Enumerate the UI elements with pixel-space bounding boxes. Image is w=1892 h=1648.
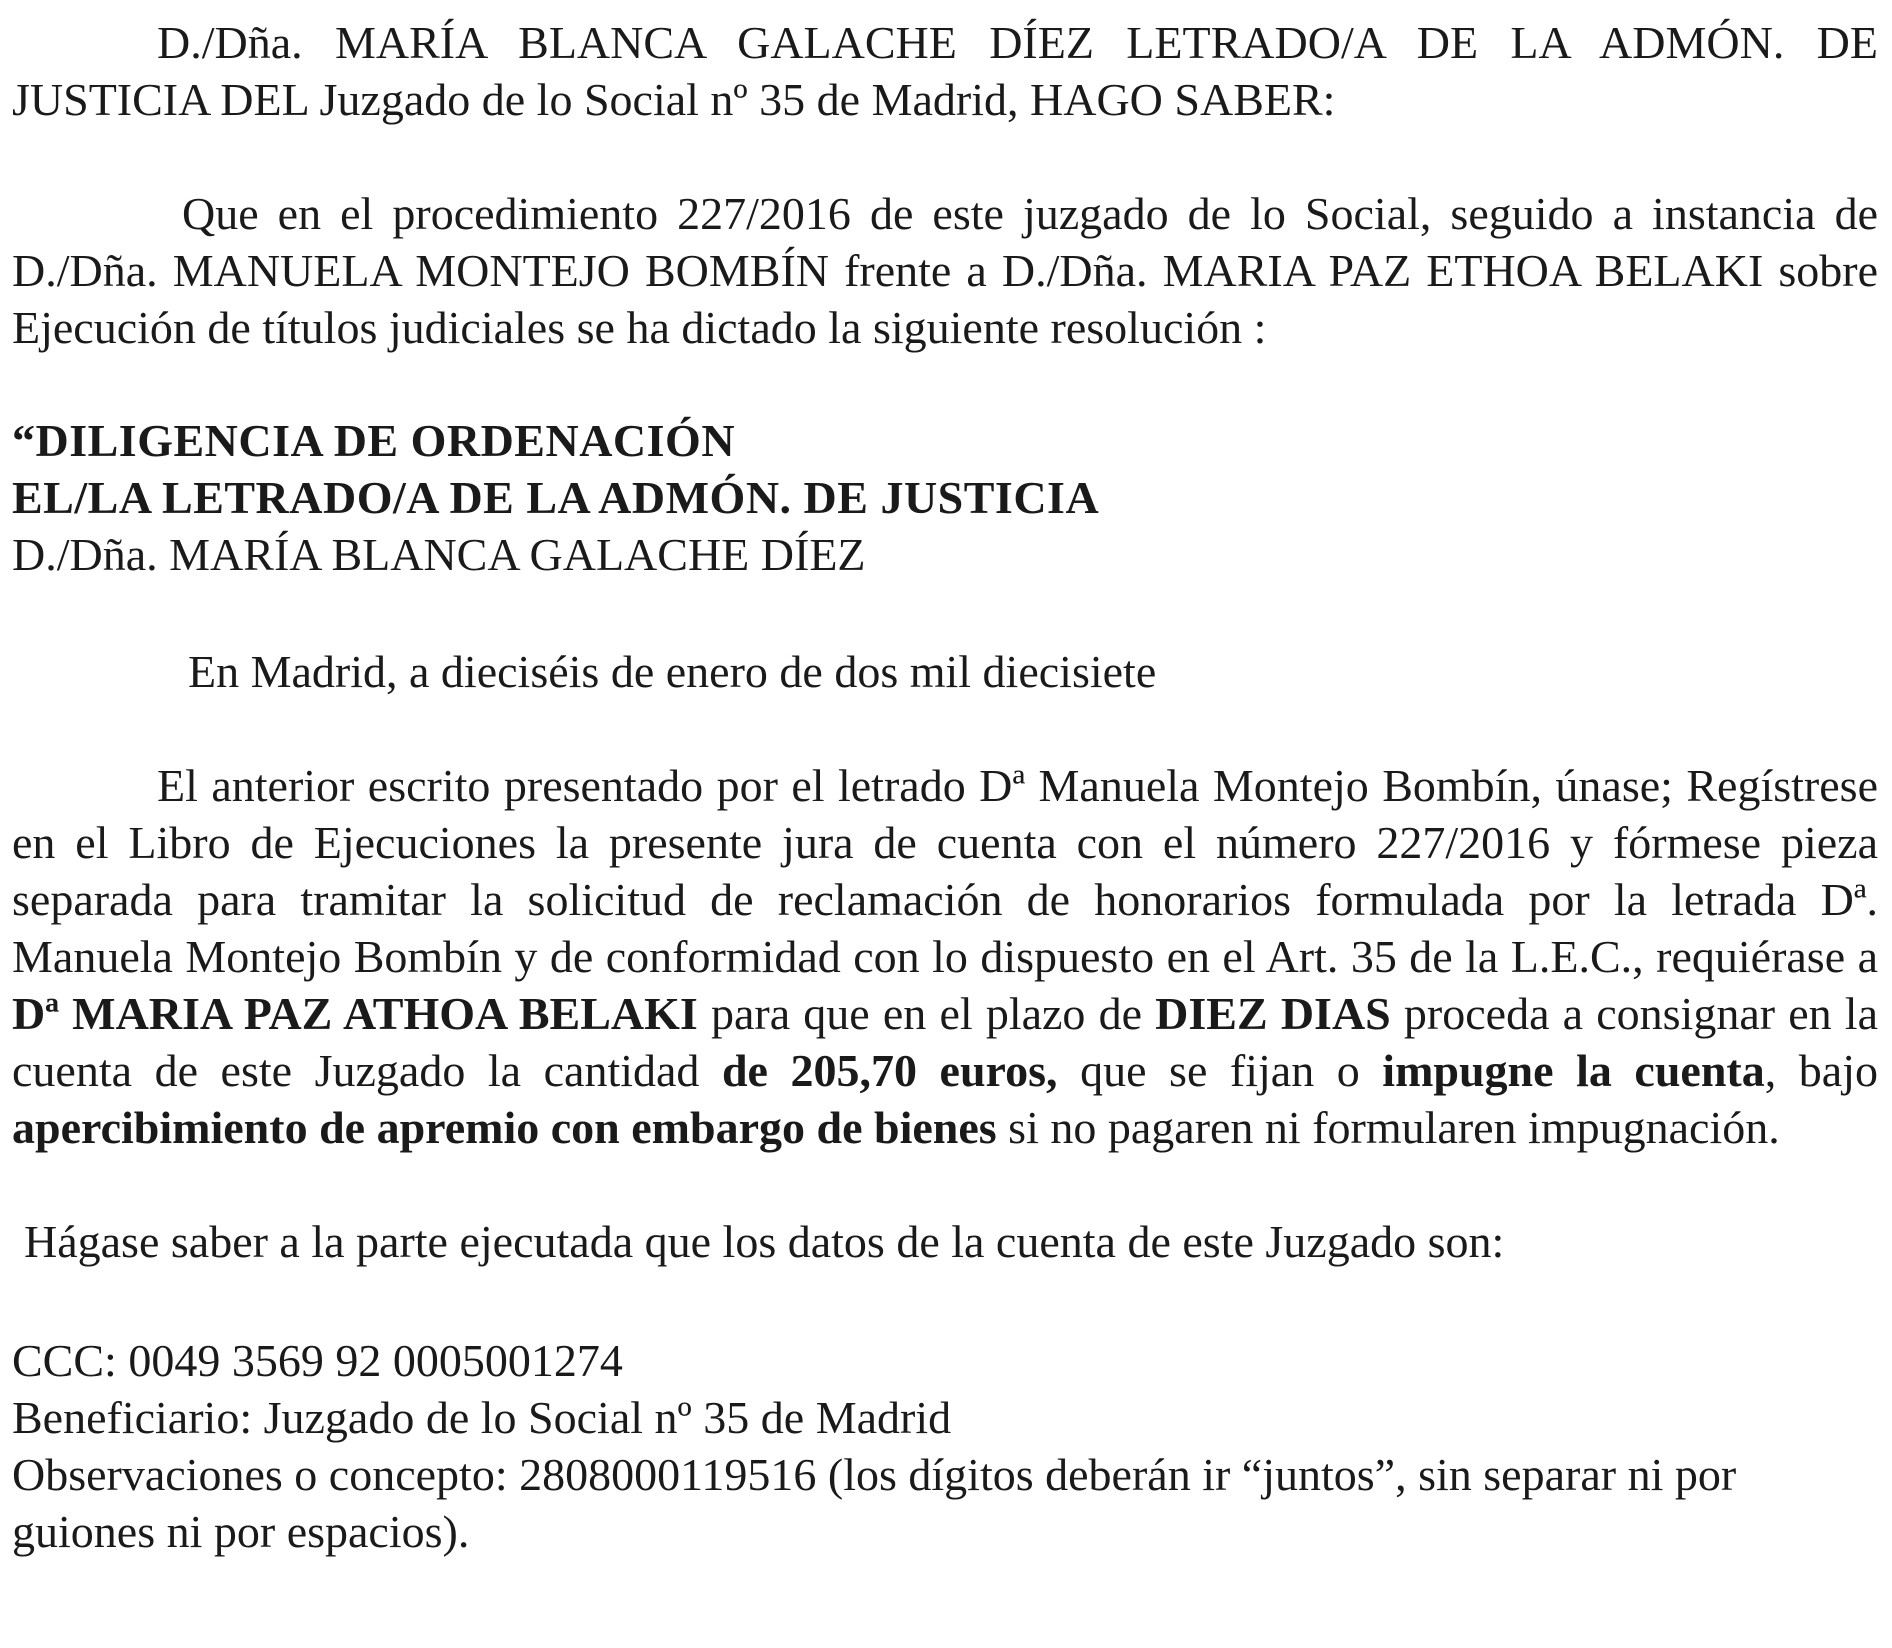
- account-ccc: CCC: 0049 3569 92 0005001274: [12, 1335, 623, 1386]
- order-text-3: proceda a consignar en la cuenta de este Juzgado la cantidad: [12, 988, 1878, 1096]
- account-notice: Hágase saber a la parte ejecutada que los datos de la cuenta de este Juzgado son:: [24, 1216, 1505, 1267]
- procedure-paragraph: Que en el procedimiento 227/2016 de este juzgado de lo Social, seguido a instancia de D./Dña. MANUELA MONTEJO BOMBÍN frente a D./Dña. MARIA PAZ ETHOA BELAKI sobre Ejecución de títulos judiciales se ha dictado la siguiente resolución :: [12, 188, 1878, 353]
- seizure-warning: apercibimiento de apremio con embargo de bienes: [12, 1102, 997, 1153]
- challenge-option: impugne la cuenta: [1382, 1045, 1765, 1096]
- resolution-signatory: D./Dña. MARÍA BLANCA GALACHE DÍEZ: [12, 529, 866, 580]
- resolution-authority: EL/LA LETRADO/A DE LA ADMÓN. DE JUSTICIA: [12, 472, 1100, 523]
- payment-amount: de 205,70 euros,: [721, 1045, 1058, 1096]
- account-concept: Observaciones o concepto: 2808000119516 (los dígitos deberán ir “juntos”, sin separar ni por guiones ni por espacios).: [12, 1449, 1737, 1557]
- debtor-name: Dª MARIA PAZ ATHOA BELAKI: [12, 988, 698, 1039]
- resolution-header: [12, 412, 1878, 583]
- order-text-4: que se fijan o: [1057, 1045, 1383, 1096]
- date-line: En Madrid, a dieciséis de enero de dos mil diecisiete: [188, 646, 1157, 697]
- account-details: [12, 1332, 1878, 1560]
- order-text-2: para que en el plazo de: [697, 988, 1156, 1039]
- order-paragraph: [12, 757, 1878, 1156]
- order-text-1: El anterior escrito presentado por el letrado Dª Manuela Montejo Bombín, únase; Regístrese en el Libro de Ejecuciones la presente jura de cuenta con el número 227/2016 y fórmese pieza separada para tramitar la solicitud de reclamación de honorarios formulada por la letrada Dª. Manuela Montejo Bombín y de conformidad con lo dispuesto en el Art. 35 de la L.E.C., requiérase a: [12, 760, 1878, 982]
- order-text-6: si no pagaren ni formularen impugnación.: [996, 1102, 1780, 1153]
- account-beneficiary: Beneficiario: Juzgado de lo Social nº 35 de Madrid: [12, 1392, 952, 1443]
- order-text-5: , bajo: [1764, 1045, 1878, 1096]
- resolution-title: “DILIGENCIA DE ORDENACIÓN: [12, 415, 736, 466]
- intro-paragraph: D./Dña. MARÍA BLANCA GALACHE DÍEZ LETRADO/A DE LA ADMÓN. DE JUSTICIA DEL Juzgado de lo Social nº 35 de Madrid, HAGO SABER:: [12, 17, 1878, 125]
- payment-term: DIEZ DIAS: [1155, 988, 1391, 1039]
